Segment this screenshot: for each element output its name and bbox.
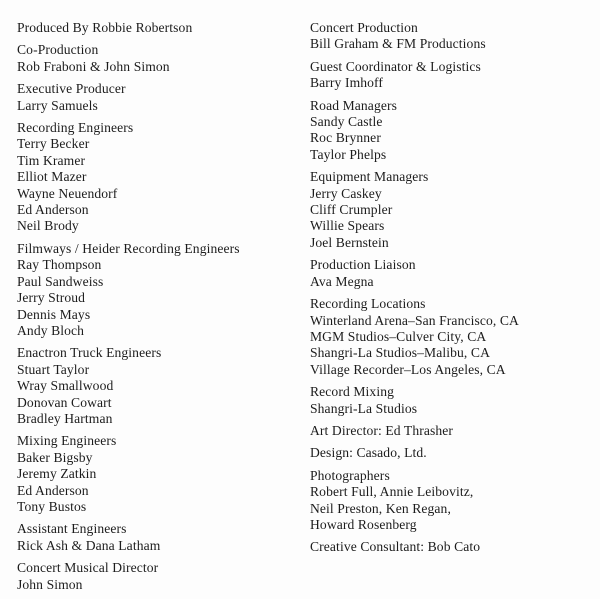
credit-name: Shangri-La Studios bbox=[310, 400, 418, 416]
credit-entry bbox=[17, 433, 297, 515]
credit-name: Joel Bernstein bbox=[310, 234, 389, 250]
credit-role: Mixing Engineers bbox=[17, 433, 117, 449]
credit-name: Elliot Mazer bbox=[17, 169, 87, 185]
credit-name: Ava Megna bbox=[310, 273, 374, 289]
credit-name: Donovan Cowart bbox=[17, 394, 112, 410]
credit-name: Bill Graham & FM Productions bbox=[310, 36, 486, 52]
credit-entry bbox=[310, 539, 595, 555]
credit-role: Enactron Truck Engineers bbox=[17, 345, 162, 361]
credit-role: Equipment Managers bbox=[310, 169, 429, 185]
credits-right-column bbox=[310, 20, 595, 562]
credits-left-column bbox=[17, 20, 297, 599]
credit-name: Cliff Crumpler bbox=[310, 202, 393, 218]
credit-name: Barry Imhoff bbox=[310, 75, 384, 91]
credit-role: Recording Engineers bbox=[17, 120, 134, 136]
credit-role: Produced By Robbie Robertson bbox=[17, 20, 193, 35]
credit-entry bbox=[17, 521, 297, 554]
credit-name: Rick Ash & Dana Latham bbox=[17, 537, 161, 553]
credit-name: Larry Samuels bbox=[17, 97, 98, 113]
credit-role: Photographers bbox=[310, 467, 390, 483]
credit-role: Concert Musical Director bbox=[17, 560, 159, 576]
credit-entry bbox=[310, 296, 595, 378]
credit-role: Concert Production bbox=[310, 20, 418, 35]
credit-role: Record Mixing bbox=[310, 384, 394, 400]
credit-entry bbox=[17, 345, 297, 427]
credit-entry bbox=[310, 468, 595, 534]
credit-role: Co-Production bbox=[17, 42, 99, 58]
credit-name: Howard Rosenberg bbox=[310, 516, 417, 532]
credit-entry bbox=[310, 59, 595, 92]
credit-entry bbox=[310, 98, 595, 164]
credit-name: Roc Brynner bbox=[310, 130, 381, 146]
credit-entry bbox=[310, 423, 595, 439]
credit-name: Tony Bustos bbox=[17, 498, 87, 514]
credit-name: Ed Anderson bbox=[17, 482, 89, 498]
credit-entry bbox=[310, 257, 595, 290]
credit-role: Guest Coordinator & Logistics bbox=[310, 58, 481, 74]
credit-name: Jerry Stroud bbox=[17, 290, 86, 306]
credit-name: Neil Brody bbox=[17, 218, 79, 234]
credit-role: Filmways / Heider Recording Engineers bbox=[17, 240, 240, 256]
credit-name: Baker Bigsby bbox=[17, 449, 93, 465]
credit-name: Robert Full, Annie Leibovitz, bbox=[310, 484, 474, 500]
credit-name: John Simon bbox=[17, 576, 83, 592]
credit-name: Wray Smallwood bbox=[17, 378, 114, 394]
credit-entry bbox=[310, 384, 595, 417]
credit-role: Design: Casado, Ltd. bbox=[310, 445, 427, 461]
credit-entry bbox=[310, 169, 595, 251]
credit-name: Shangri-La Studios–Malibu, CA bbox=[310, 345, 490, 361]
credit-name: Taylor Phelps bbox=[310, 146, 387, 162]
credit-name: Village Recorder–Los Angeles, CA bbox=[310, 361, 506, 377]
credit-name: Ed Anderson bbox=[17, 202, 89, 218]
credit-name: Sandy Castle bbox=[310, 114, 383, 130]
credit-entry bbox=[310, 445, 595, 461]
credit-role: Assistant Engineers bbox=[17, 521, 127, 537]
credit-entry bbox=[17, 20, 297, 36]
credit-entry bbox=[310, 20, 595, 53]
credit-role: Production Liaison bbox=[310, 257, 416, 273]
credit-role: Executive Producer bbox=[17, 81, 126, 97]
credit-role: Art Director: Ed Thrasher bbox=[310, 422, 454, 438]
credit-entry bbox=[17, 81, 297, 114]
credit-name: Terry Becker bbox=[17, 136, 90, 152]
credit-name: Paul Sandweiss bbox=[17, 273, 104, 289]
credit-name: Tim Kramer bbox=[17, 152, 86, 168]
credit-name: Bradley Hartman bbox=[17, 410, 113, 426]
credit-name: Stuart Taylor bbox=[17, 361, 90, 377]
credit-name: Winterland Arena–San Francisco, CA bbox=[310, 312, 519, 328]
credit-entry bbox=[17, 241, 297, 339]
credit-entry bbox=[17, 42, 297, 75]
credit-name: Rob Fraboni & John Simon bbox=[17, 58, 170, 74]
credit-role: Road Managers bbox=[310, 97, 397, 113]
credit-entry bbox=[17, 560, 297, 593]
credit-name: Dennis Mays bbox=[17, 306, 91, 322]
credit-name: Wayne Neuendorf bbox=[17, 185, 118, 201]
credit-role: Recording Locations bbox=[310, 296, 426, 312]
credit-name: Willie Spears bbox=[310, 218, 385, 234]
credit-name: Jeremy Zatkin bbox=[17, 466, 97, 482]
credit-name: Jerry Caskey bbox=[310, 185, 382, 201]
credit-entry bbox=[17, 120, 297, 235]
credit-name: Neil Preston, Ken Regan, bbox=[310, 500, 451, 516]
credit-name: Ray Thompson bbox=[17, 257, 102, 273]
credit-role: Creative Consultant: Bob Cato bbox=[310, 539, 481, 555]
credit-name: Andy Bloch bbox=[17, 322, 85, 338]
credit-name: MGM Studios–Culver City, CA bbox=[310, 328, 487, 344]
